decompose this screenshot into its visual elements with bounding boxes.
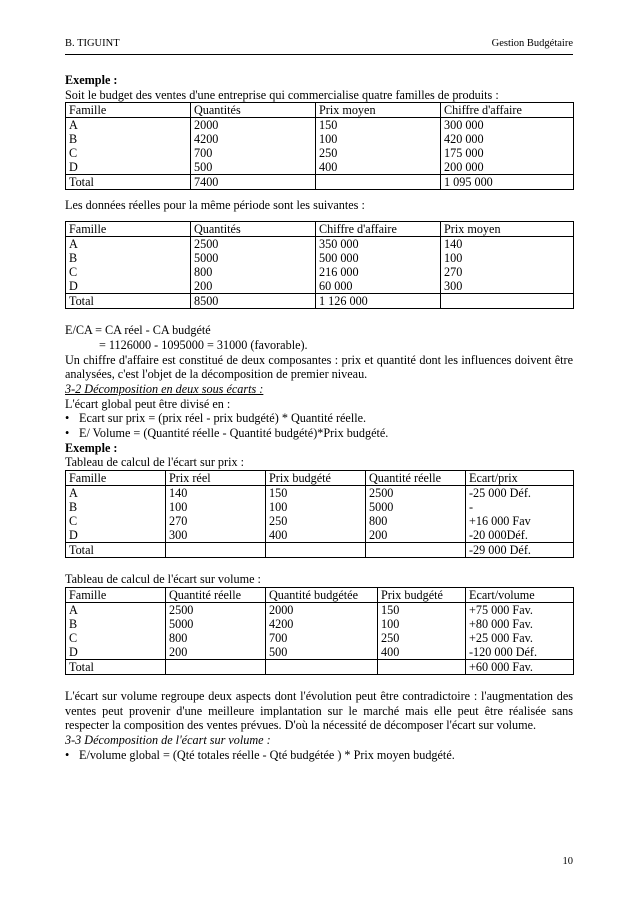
- table-cell: -20 000Déf.: [466, 528, 574, 543]
- table-cell: 100: [166, 500, 266, 514]
- table-header-cell: Prix budgété: [266, 471, 366, 486]
- example-title-2: Exemple :: [65, 440, 118, 455]
- table-header-cell: Chiffre d'affaire: [441, 103, 574, 118]
- example-intro: Soit le budget des ventes d'une entreprise qui commercialise quatre familles de produits :: [65, 87, 499, 102]
- table-cell: [366, 543, 466, 558]
- table-row: [66, 514, 574, 528]
- table-cell: -120 000 Déf.: [466, 645, 574, 660]
- table-header-cell: Quantité budgétée: [266, 587, 378, 602]
- table-row: [66, 279, 574, 294]
- table-cell: B: [66, 251, 191, 265]
- table-row: [66, 645, 574, 660]
- table-cell: 700: [191, 146, 316, 160]
- table-total-row: [66, 659, 574, 674]
- table-cell: 140: [441, 237, 574, 252]
- table-cell: A: [66, 118, 191, 133]
- table-cell: 8500: [191, 294, 316, 309]
- table-cell: 300: [166, 528, 266, 543]
- table-cell: A: [66, 602, 166, 617]
- table-cell: -25 000 Déf.: [466, 486, 574, 501]
- ecart-volume-table: [65, 587, 574, 675]
- table-total-row: [66, 175, 574, 190]
- bullet-icon: •: [65, 411, 70, 426]
- table-cell: 800: [191, 265, 316, 279]
- table-cell: 800: [166, 631, 266, 645]
- table-cell: Total: [66, 294, 191, 309]
- table-row: [66, 528, 574, 543]
- table-cell: [316, 175, 441, 190]
- table-row: [66, 631, 574, 645]
- table-cell: 200: [166, 645, 266, 660]
- table-cell: 2000: [191, 118, 316, 133]
- table-header-cell: Quantités: [191, 222, 316, 237]
- table-header-cell: Prix moyen: [316, 103, 441, 118]
- table-cell: +25 000 Fav.: [466, 631, 574, 645]
- table-header-cell: Quantité réelle: [366, 471, 466, 486]
- composition-paragraph: Un chiffre d'affaire est constitué de deux composantes : prix et quantité dont les influences doivent être analysées, c'est l'objet de la décomposition de premier niveau.: [65, 352, 573, 382]
- table-cell: -: [466, 500, 574, 514]
- budget-table: [65, 102, 574, 190]
- table-cell: 250: [266, 514, 366, 528]
- table-header-cell: Quantité réelle: [166, 587, 266, 602]
- table-cell: [378, 659, 466, 674]
- page-number: 10: [562, 856, 573, 867]
- table-cell: 2500: [191, 237, 316, 252]
- table-cell: D: [66, 160, 191, 175]
- table-cell: 5000: [366, 500, 466, 514]
- table-cell: 150: [266, 486, 366, 501]
- table-row: [66, 237, 574, 252]
- table-total-row: [66, 294, 574, 309]
- table-cell: [441, 294, 574, 309]
- table-cell: 150: [316, 118, 441, 133]
- table-cell: [166, 543, 266, 558]
- table-cell: 4200: [191, 132, 316, 146]
- table-cell: 200 000: [441, 160, 574, 175]
- table-cell: A: [66, 237, 191, 252]
- table-cell: 400: [316, 160, 441, 175]
- prix-table-caption: Tableau de calcul de l'écart sur prix :: [65, 455, 244, 470]
- table-cell: 60 000: [316, 279, 441, 294]
- table-cell: +16 000 Fav: [466, 514, 574, 528]
- table-row: [66, 118, 574, 133]
- table-cell: 175 000: [441, 146, 574, 160]
- table-cell: 5000: [166, 617, 266, 631]
- formula-ca-calc: = 1126000 - 1095000 = 31000 (favorable).: [99, 337, 308, 352]
- header-rule: [65, 54, 573, 55]
- table-cell: D: [66, 279, 191, 294]
- bullet-ecart-volume: [65, 426, 573, 441]
- table-header-cell: Famille: [66, 103, 191, 118]
- document-body: [65, 73, 573, 762]
- table-header-cell: Famille: [66, 222, 191, 237]
- table-cell: Total: [66, 175, 191, 190]
- table-row: [66, 602, 574, 617]
- table-row: [66, 265, 574, 279]
- table-cell: C: [66, 514, 166, 528]
- section-title-3-2: 3-2 Décomposition en deux sous écarts :: [65, 381, 264, 396]
- table-header-cell: Ecart/prix: [466, 471, 574, 486]
- table-cell: 250: [378, 631, 466, 645]
- table-cell: 5000: [191, 251, 316, 265]
- table-cell: A: [66, 486, 166, 501]
- section-title-3-3: 3-3 Décomposition de l'écart sur volume :: [65, 732, 271, 747]
- table-header-cell: Prix moyen: [441, 222, 574, 237]
- table-row: [66, 132, 574, 146]
- table-row: [66, 146, 574, 160]
- table-header-cell: Famille: [66, 587, 166, 602]
- real-data-table: [65, 221, 574, 309]
- table-header-row: [66, 103, 574, 118]
- table-cell: 140: [166, 486, 266, 501]
- table-cell: 400: [378, 645, 466, 660]
- table-header-row: [66, 471, 574, 486]
- table-cell: 100: [378, 617, 466, 631]
- example-title: Exemple :: [65, 73, 118, 87]
- table-row: [66, 617, 574, 631]
- table-header-cell: Prix réel: [166, 471, 266, 486]
- bullet-text: Ecart sur prix = (prix réel - prix budgété) * Quantité réelle.: [79, 411, 367, 426]
- table-cell: 4200: [266, 617, 378, 631]
- table-cell: 7400: [191, 175, 316, 190]
- real-data-intro: Les données réelles pour la même période sont les suivantes :: [65, 198, 365, 213]
- table-cell: 300 000: [441, 118, 574, 133]
- bullet-text: E/ Volume = (Quantité réelle - Quantité budgété)*Prix budgété.: [79, 426, 389, 441]
- table-cell: 420 000: [441, 132, 574, 146]
- table-cell: 700: [266, 631, 378, 645]
- table-row: [66, 251, 574, 265]
- table-cell: Total: [66, 543, 166, 558]
- table-cell: 100: [266, 500, 366, 514]
- bullet-text: E/volume global = (Qté totales réelle - Qté budgétée ) * Prix moyen budgété.: [79, 747, 455, 762]
- table-cell: B: [66, 132, 191, 146]
- table-cell: 500: [266, 645, 378, 660]
- table-header-cell: Quantités: [191, 103, 316, 118]
- table-header-row: [66, 587, 574, 602]
- table-cell: 200: [366, 528, 466, 543]
- table-row: [66, 160, 574, 175]
- table-cell: 350 000: [316, 237, 441, 252]
- table-header-cell: Prix budgété: [378, 587, 466, 602]
- bullet-icon: •: [65, 426, 70, 441]
- table-cell: C: [66, 631, 166, 645]
- table-cell: D: [66, 528, 166, 543]
- section-3-2-intro: L'écart global peut être divisé en :: [65, 396, 231, 411]
- table-cell: 2000: [266, 602, 378, 617]
- bullet-ecart-prix: [65, 411, 573, 426]
- table-cell: 200: [191, 279, 316, 294]
- table-cell: 150: [378, 602, 466, 617]
- table-cell: 250: [316, 146, 441, 160]
- table-cell: 1 126 000: [316, 294, 441, 309]
- table-cell: 800: [366, 514, 466, 528]
- table-total-row: [66, 543, 574, 558]
- table-header-row: [66, 222, 574, 237]
- table-cell: B: [66, 617, 166, 631]
- table-cell: Total: [66, 659, 166, 674]
- table-cell: +60 000 Fav.: [466, 659, 574, 674]
- table-cell: -29 000 Déf.: [466, 543, 574, 558]
- ecart-prix-table: [65, 470, 574, 558]
- table-cell: 500: [191, 160, 316, 175]
- table-cell: 400: [266, 528, 366, 543]
- table-cell: 216 000: [316, 265, 441, 279]
- table-cell: [266, 543, 366, 558]
- header-subject: Gestion Budgétaire: [491, 38, 573, 49]
- table-header-cell: Famille: [66, 471, 166, 486]
- header-author: B. TIGUINT: [65, 38, 120, 49]
- table-cell: 2500: [166, 602, 266, 617]
- table-cell: D: [66, 645, 166, 660]
- table-cell: 270: [166, 514, 266, 528]
- table-header-cell: Ecart/volume: [466, 587, 574, 602]
- table-cell: 500 000: [316, 251, 441, 265]
- table-cell: [266, 659, 378, 674]
- table-cell: +80 000 Fav.: [466, 617, 574, 631]
- formula-ca: E/CA = CA réel - CA budgété: [65, 323, 211, 338]
- page-header: [65, 38, 573, 52]
- table-cell: 100: [441, 251, 574, 265]
- volume-paragraph: L'écart sur volume regroupe deux aspects dont l'évolution peut être contradictoire : l'augmentation des ventes peut provenir d'une meilleure implantation sur le marché mais elle peut être réalisée sans respecter la composition des ventes prévues. D'où la nécessité de décomposer l'écart sur volume.: [65, 688, 573, 733]
- table-cell: 1 095 000: [441, 175, 574, 190]
- table-cell: [166, 659, 266, 674]
- table-row: [66, 500, 574, 514]
- table-cell: 100: [316, 132, 441, 146]
- volume-table-caption: Tableau de calcul de l'écart sur volume :: [65, 572, 261, 587]
- table-cell: 2500: [366, 486, 466, 501]
- table-row: [66, 486, 574, 501]
- table-cell: C: [66, 265, 191, 279]
- table-cell: +75 000 Fav.: [466, 602, 574, 617]
- table-cell: B: [66, 500, 166, 514]
- table-cell: C: [66, 146, 191, 160]
- table-cell: 300: [441, 279, 574, 294]
- bullet-volume-global: [65, 748, 573, 763]
- bullet-icon: •: [65, 747, 70, 762]
- table-cell: 270: [441, 265, 574, 279]
- table-header-cell: Chiffre d'affaire: [316, 222, 441, 237]
